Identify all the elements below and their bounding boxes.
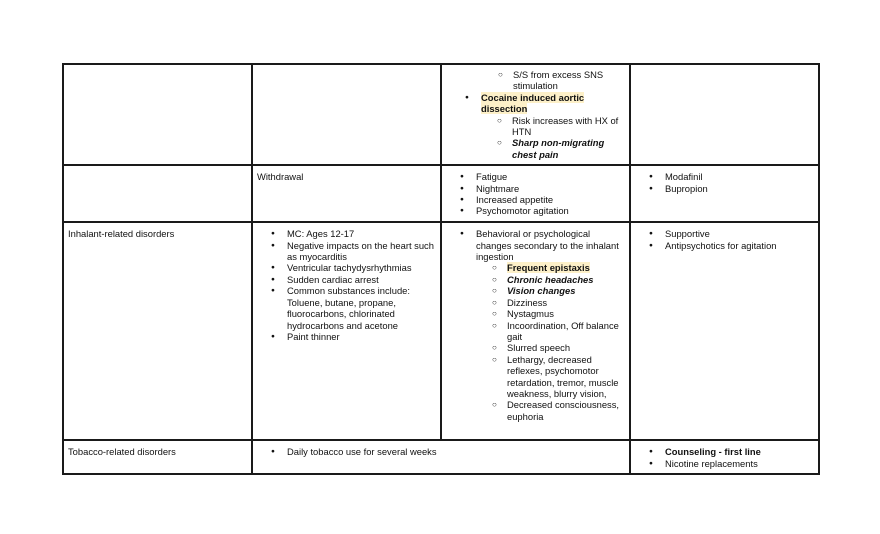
- list-item: ● Common substances include: Toluene, butane, propane, fluorocarbons, chlorinated hydrocarbons and acetone: [287, 285, 436, 331]
- list-item: ● Nightmare: [476, 183, 625, 194]
- table-cell: [252, 64, 441, 165]
- list-item: ○ Nystagmus: [507, 308, 625, 319]
- list-item: ○ Chronic headaches: [507, 274, 625, 285]
- list-item: ● Negative impacts on the heart such as myocarditis: [287, 240, 436, 263]
- list-item: ○ Risk increases with HX of HTN: [512, 115, 625, 138]
- table-row: [63, 440, 819, 474]
- table-row: [63, 64, 819, 165]
- list-item: ● Daily tobacco use for several weeks: [287, 446, 625, 457]
- list-item: ● Behavioral or psychological changes secondary to the inhalant ingestion ○ Frequent epistaxis ○ Chronic headaches ○ Vision changes ○ Dizziness ○ Nystagmus ○ Incoordination, Off balance gait ○ Slurred speech ○ Lethargy, decreased reflexes, psychomotor retardation, tremor, muscle weakness, blurry vision, ○ Decreased consciousness, euphoria: [476, 228, 625, 422]
- list-item: [507, 262, 625, 273]
- list-item: ○ Vision changes: [507, 285, 625, 296]
- substance-disorders-table: [62, 63, 820, 475]
- list-item: ● Paint thinner: [287, 331, 436, 342]
- table-cell: [630, 64, 819, 165]
- table-cell: [63, 222, 252, 440]
- list-item: ○ Dizziness: [507, 297, 625, 308]
- table-cell: [252, 165, 441, 222]
- highlighted-text: Frequent epistaxis: [507, 262, 590, 274]
- list-item: ○ Slurred speech: [507, 342, 625, 353]
- table-cell: [630, 222, 819, 440]
- table-cell: [63, 64, 252, 165]
- list-item: ● Nicotine replacements: [665, 458, 814, 469]
- table-row: [63, 165, 819, 222]
- list-item: ○ Decreased consciousness, euphoria: [507, 399, 625, 422]
- list-item: ● Supportive: [665, 228, 814, 239]
- list-item: ● Ventricular tachydysrhythmias: [287, 262, 436, 273]
- table-cell: [441, 64, 630, 165]
- category-inhalant: Inhalant-related disorders: [68, 228, 175, 240]
- list-item: ● Bupropion: [665, 183, 814, 194]
- highlighted-text: Cocaine induced aortic dissection: [481, 91, 585, 115]
- list-item: ○ S/S from excess SNS stimulation: [513, 69, 625, 92]
- table-cell: [63, 440, 252, 474]
- list-item: ● Psychomotor agitation: [476, 205, 625, 216]
- category-tobacco: Tobacco-related disorders: [68, 446, 176, 458]
- row-label-withdrawal: Withdrawal: [257, 171, 304, 183]
- table-cell: [630, 165, 819, 222]
- list-item: ○ Lethargy, decreased reflexes, psychomotor retardation, tremor, muscle weakness, blurry vision,: [507, 354, 625, 400]
- list-item: ● Antipsychotics for agitation: [665, 240, 814, 251]
- list-item: ● Sudden cardiac arrest: [287, 274, 436, 285]
- list-item: ● Fatigue: [476, 171, 625, 182]
- table-cell: [441, 222, 630, 440]
- table-cell: [441, 165, 630, 222]
- list-item: ○ Incoordination, Off balance gait: [507, 320, 625, 343]
- table-cell: [252, 222, 441, 440]
- list-item: ● Increased appetite: [476, 194, 625, 205]
- list-item: ● MC: Ages 12-17: [287, 228, 436, 239]
- list-item: [481, 92, 625, 160]
- table-cell: [630, 440, 819, 474]
- list-item: ● Modafinil: [665, 171, 814, 182]
- list-item: ○ Sharp non-migrating chest pain: [512, 137, 625, 160]
- list-item: ● Counseling - first line: [665, 446, 814, 457]
- table-cell: [252, 440, 630, 474]
- table-cell: [63, 165, 252, 222]
- table-row: [63, 222, 819, 440]
